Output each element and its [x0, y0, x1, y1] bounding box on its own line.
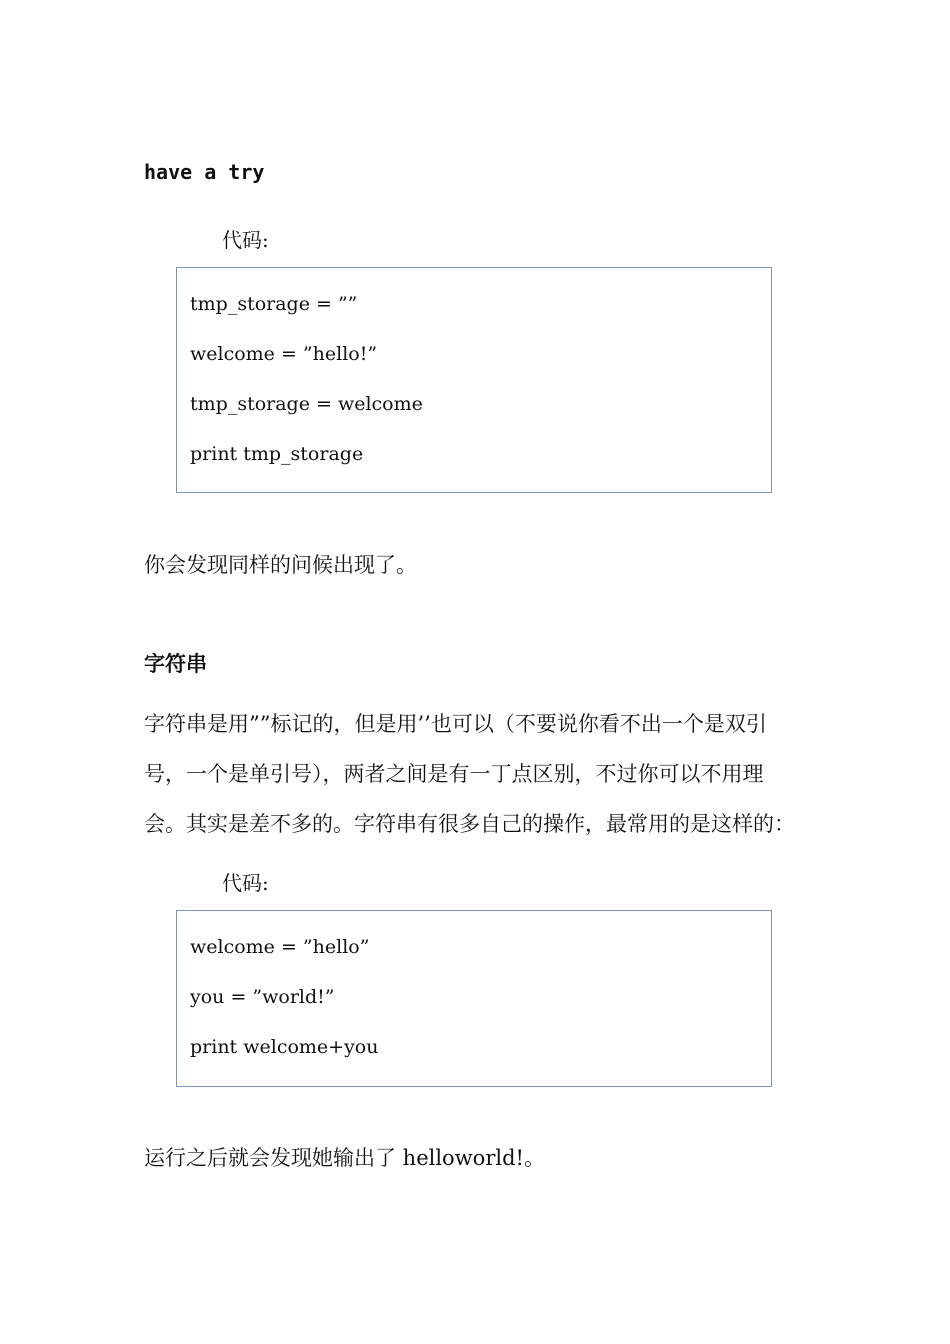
string-explanation-paragraph [144, 699, 824, 849]
code-line: print welcome+you [190, 1036, 379, 1058]
section-heading-have-a-try: have a try [144, 160, 265, 184]
result-text: 你会发现同样的问候出现了。 [144, 553, 417, 577]
paragraph-line: 会。其实是差不多的。字符串有很多自己的操作，最常用的是这样的： [144, 812, 795, 836]
code-line: welcome = ”hello” [190, 936, 370, 958]
code-line: tmp_storage = ”” [190, 293, 358, 315]
code-line: welcome = ”hello!” [190, 343, 378, 365]
paragraph-line: 号，一个是单引号），两者之间是有一丁点区别，不过你可以不用理 [144, 762, 764, 786]
code-block [176, 267, 772, 493]
result-text: 运行之后就会发现她输出了 helloworld!。 [144, 1146, 545, 1170]
code-line: tmp_storage = welcome [190, 393, 423, 415]
section-heading-string: 字符串 [144, 651, 207, 676]
code-block [176, 910, 772, 1087]
code-line: you = ”world!” [190, 986, 335, 1008]
code-label: 代码: [222, 228, 269, 252]
paragraph-line: 字符串是用””标记的，但是用’’也可以（不要说你看不出一个是双引 [144, 712, 767, 736]
code-label: 代码: [222, 871, 269, 895]
code-line: print tmp_storage [190, 443, 364, 465]
